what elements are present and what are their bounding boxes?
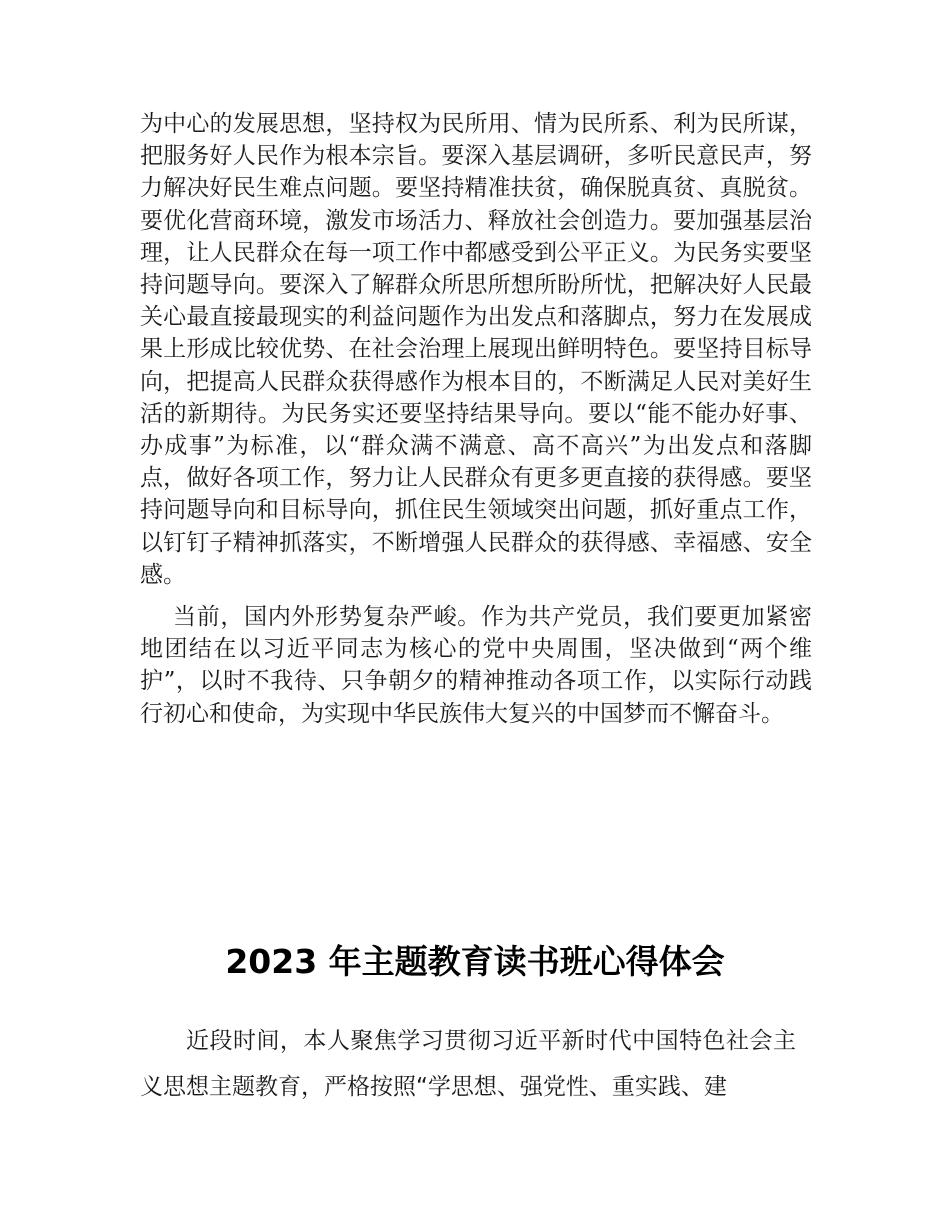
paragraph: 当前，国内外形势复杂严峻。作为共产党员，我们要更加紧密地团结在以习近平同志为核心的党中央周围，坚决做到“两个维护”，以时不我待、只争朝夕的精神推动各项工作，以实际行动践行初心和使命，为实现中华民族伟大复兴的中国梦而不懈奋斗。 [140,604,812,727]
document-title: 2023 年主题教育读书班心得体会 [225,942,725,981]
paragraph: 近段时间，本人聚焦学习贯彻习近平新时代中国特色社会主义思想主题教育，严格按照“学思想、强党性、重实践、建 [140,1028,796,1100]
section-body [140,1018,796,1110]
paragraph: 为中心的发展思想，坚持权为民所用、情为民所系、利为民所谋，把服务好人民作为根本宗旨。要深入基层调研，多听民意民声，努力解决好民生难点问题。要坚持精准扶贫，确保脱真贫、真脱贫。要优化营商环境，激发市场活力、释放社会创造力。要加强基层治理，让人民群众在每一项工作中都感受到公平正义。为民务实要坚持问题导向。要深入了解群众所思所想所盼所忧，把解决好人民最关心最直接最现实的利益问题作为出发点和落脚点，努力在发展成果上形成比较优势、在社会治理上展现出鲜明特色。要坚持目标导向，把提高人民群众获得感作为根本目的，不断满足人民对美好生活的新期待。为民务实还要坚持结果导向。要以“能不能办好事、办成事”为标准，以“群众满不满意、高不高兴”为出发点和落脚点，做好各项工作，努力让人民群众有更多更直接的获得感。要坚持问题导向和目标导向，抓住民生领域突出问题，抓好重点工作，以钉钉子精神抓落实，不断增强人民群众的获得感、幸福感、安全感。 [140,111,812,588]
body-text [140,108,812,730]
